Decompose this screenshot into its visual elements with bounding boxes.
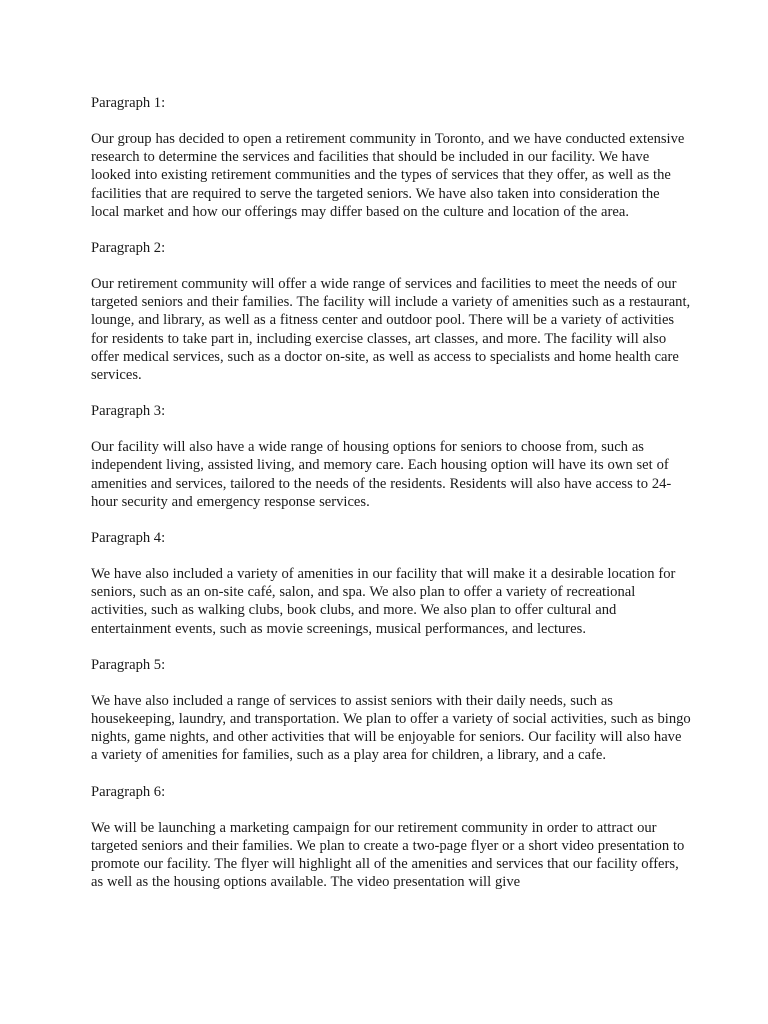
section-heading: Paragraph 3: xyxy=(91,403,166,420)
section-paragraph: Our retirement community will offer a wide range of services and facilities to meet the needs of our targeted seniors and their families. The facility will include a variety of amenities such as a restaurant, lounge, and library, as well as a fitness center and outdoor pool. There will be a variety of activities for residents to take part in, including exercise classes, art classes, and more. The facility will also offer medical services, such as a doctor on-site, as well as access to specialists and home health care services. xyxy=(91,276,691,384)
section-5 xyxy=(91,656,691,765)
section-4 xyxy=(91,529,691,638)
document-page xyxy=(91,94,691,909)
section-heading: Paragraph 4: xyxy=(91,530,166,547)
section-6 xyxy=(91,783,691,892)
section-paragraph: We will be launching a marketing campaign for our retirement community in order to attract our targeted seniors and their families. We plan to create a two-page flyer or a short video presentation to promote our facility. The flyer will highlight all of the amenities and services that our facility offers, as well as the housing options available. The video presentation will give xyxy=(91,819,685,891)
section-paragraph: We have also included a range of services to assist seniors with their daily needs, such as housekeeping, laundry, and transportation. We plan to offer a variety of social activities, such as bingo nights, game nights, and other activities that will be enjoyable for seniors. Our facility will also have a variety of amenities for families, such as a play area for children, a library, and a cafe. xyxy=(91,692,691,764)
section-heading: Paragraph 2: xyxy=(91,240,166,257)
section-paragraph: Our group has decided to open a retirement community in Toronto, and we have conducted extensive research to determine the services and facilities that should be included in our facility. We have looked into existing retirement communities and the types of services that they offer, as well as the facilities that are required to serve the targeted seniors. We have also taken into consideration the local market and how our offerings may differ based on the culture and location of the area. xyxy=(91,131,685,220)
section-paragraph: We have also included a variety of amenities in our facility that will make it a desirable location for seniors, such as an on-site café, salon, and spa. We also plan to offer a variety of recreational activities, such as walking clubs, book clubs, and more. We also plan to offer cultural and entertainment events, such as movie screenings, musical performances, and lectures. xyxy=(91,566,676,637)
section-heading: Paragraph 6: xyxy=(91,783,166,800)
section-2 xyxy=(91,239,691,384)
section-paragraph: Our facility will also have a wide range of housing options for seniors to choose from, such as independent living, assisted living, and memory care. Each housing option will have its own set of amenities and services, tailored to the needs of the residents. Residents will also have access to 24-hour security and emergency response services. xyxy=(91,439,672,510)
section-heading: Paragraph 5: xyxy=(91,656,166,673)
section-3 xyxy=(91,402,691,511)
section-heading: Paragraph 1: xyxy=(91,95,166,111)
section-1 xyxy=(91,94,691,221)
